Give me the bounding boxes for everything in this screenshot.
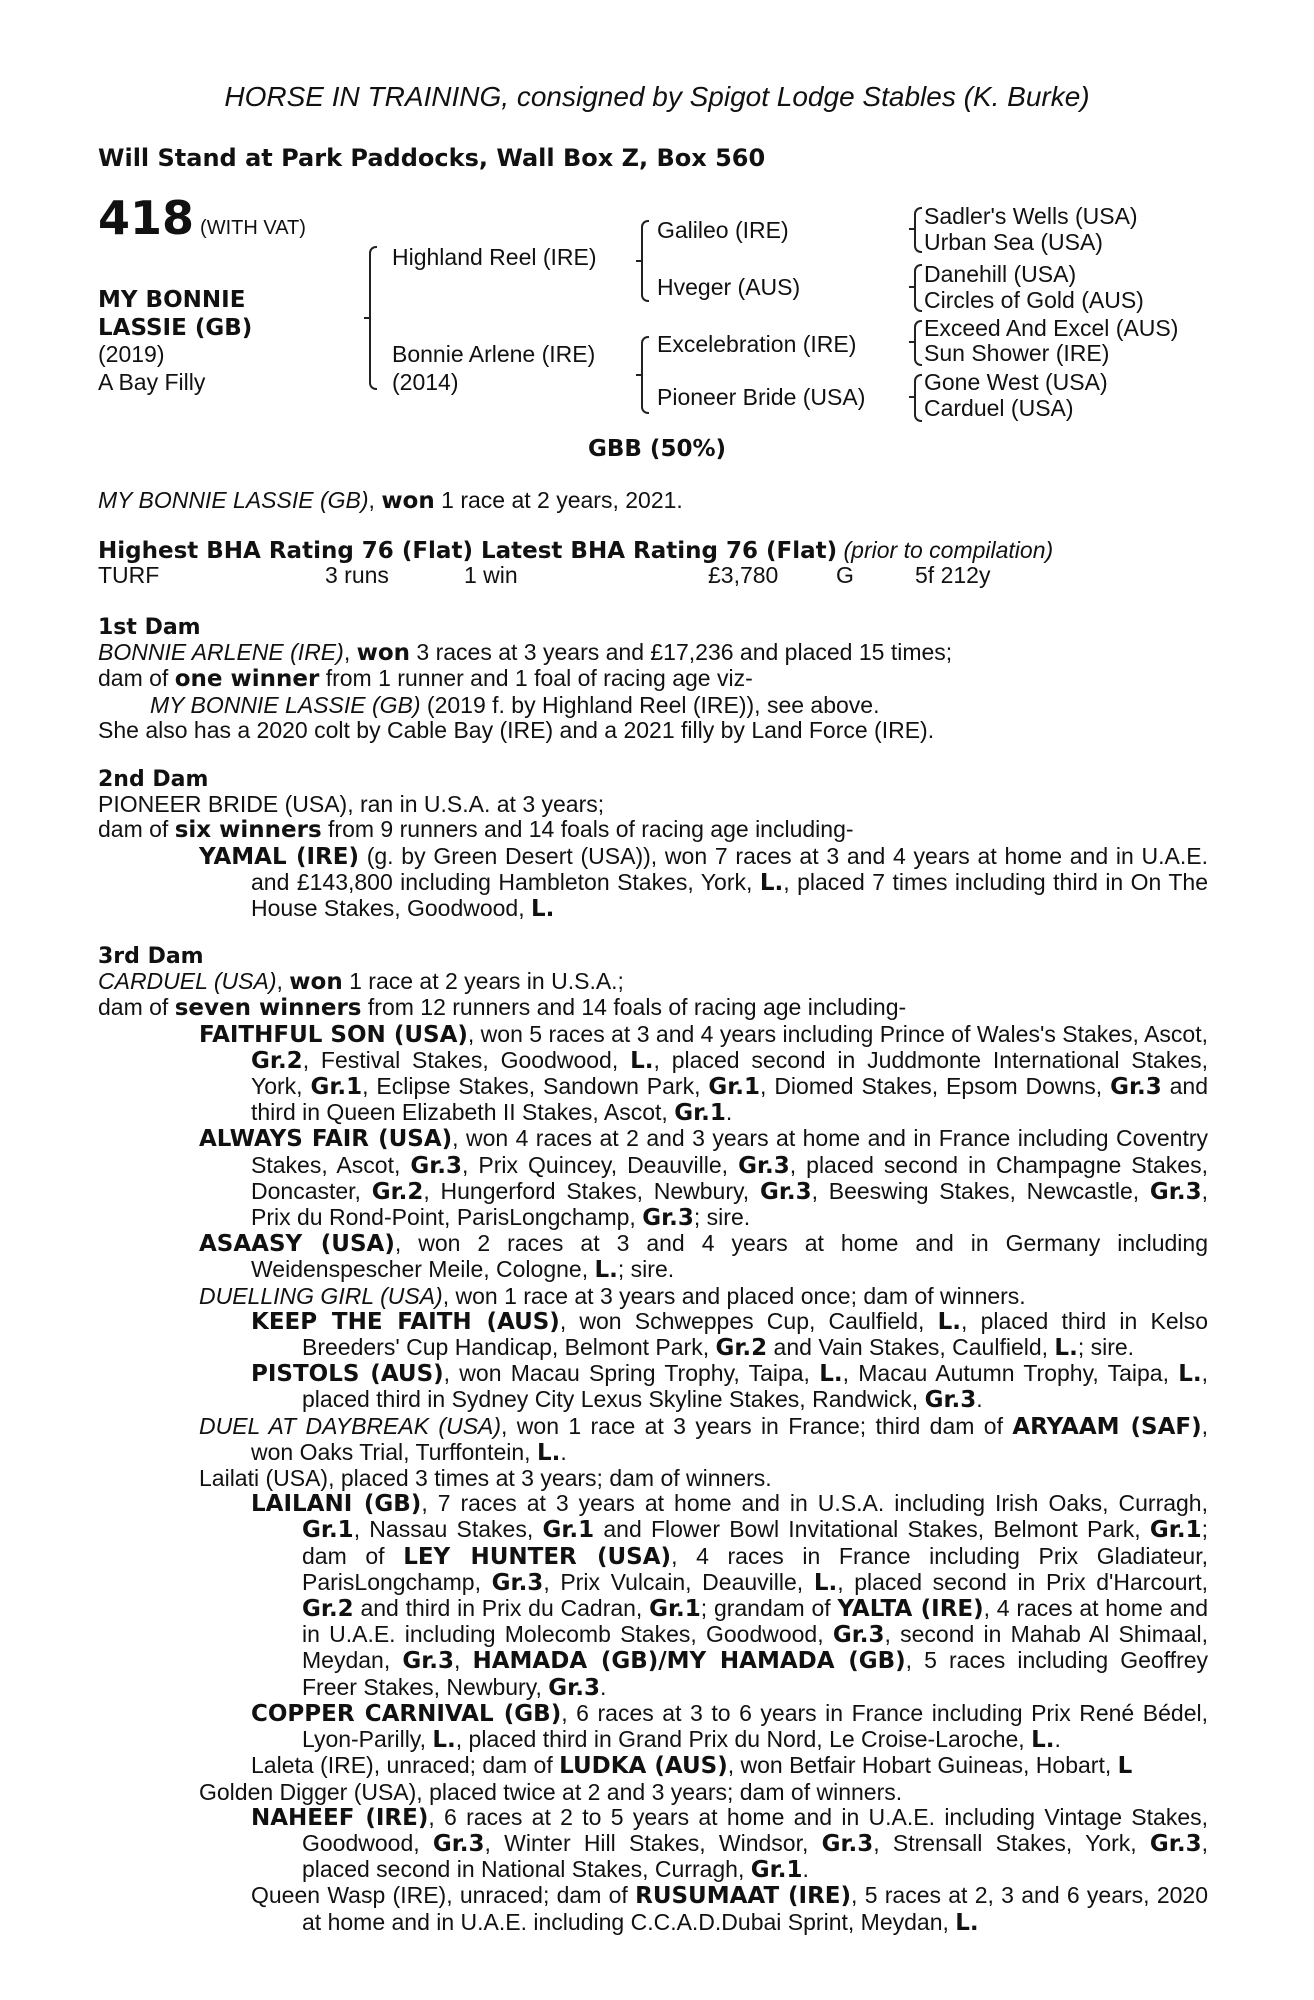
pedigree-dss: Exceed And Excel (AUS) (924, 315, 1179, 341)
record-runs: 3 runs (325, 562, 389, 588)
second-dam-heading: 2nd Dam (98, 767, 209, 792)
pedigree-dam-sire: Excelebration (IRE) (657, 331, 857, 357)
pedigree-ssd: Urban Sea (USA) (924, 229, 1103, 255)
summary-line: MY BONNIE LASSIE (GB), won 1 race at 2 years, 2021. (98, 487, 683, 514)
third-dam-section: 3rd Dam CARDUEL (USA), won 1 race at 2 years in U.S.A.; dam of seven winners from 12 runners and 14 foals of racing age including- FAITHFUL SON (USA), won 5 races at 3 and 4 years including Prince of Wales's Stakes, Ascot, Gr.2, Festival Stakes, Goodwood, L., placed second in Juddmonte International Stakes, York, Gr.1, Eclipse Stakes, Sandown Park, Gr.1, Diomed Stakes, Epsom Downs, Gr.3 and third in Queen Elizabeth II Stakes, Ascot, Gr.1. ALWAYS FAIR (USA), won 4 races at 2 and 3 years at home and in France including Coventry Stakes, Ascot, Gr.3, Prix Quincey, Deauville, Gr.3, placed second in Champagne Stakes, Doncaster, Gr.2, Hungerford Stakes, Newbury, Gr.3, Beeswing Stakes, Newcastle, Gr.3, Prix du Rond-Point, ParisLongchamp, Gr.3; sire. ASAASY (USA), won 2 races at 3 and 4 years at home and in Germany including Weidenspescher Meile, Cologne, L.; sire. DUELLING GIRL (USA), won 1 race at 3 years and placed once; dam of winners. KEEP THE FAITH (AUS), won Schweppes Cup, Caulfield, L., placed third in Kelso Breeders' Cup Handicap, Belmont Park, Gr.2 and Vain Stakes, Caulfield, L.; sire. PISTOLS (AUS), won Macau Spring Trophy, Taipa, L., Macau Autumn Trophy, Taipa, L., placed third in Sydney City Lexus Skyline Stakes, Randwick, Gr.3. DUEL AT DAYBREAK (USA), won 1 race at 3 years in France; third dam of ARYAAM (SAF), won Oaks Trial, Turffontein, L.. Lailati (USA), placed 3 times at 3 years; dam of winners. LAILANI (GB), 7 races at 3 years at home and in U.S.A. including Irish Oaks, Curragh, Gr.1, Nassau Stakes, Gr.1 and Flower Bowl Invitational Stakes, Belmont Park, Gr.1; dam of LEY HUNTER (USA), 4 races in France including Prix Gladiateur, ParisLongchamp, Gr.3, Prix Vulcain, Deauville, L., placed second in Prix d'Harcourt, Gr.2 and third in Prix du Cadran, Gr.1; grandam of YALTA (IRE), 4 races at home and in U.A.E. including Molecomb Stakes, Goodwood, Gr.3, second in Mahab Al Shimaal, Meydan, Gr.3, HAMADA (GB)/MY HAMADA (GB), 5 races including Geoffrey Freer Stakes, Newbury, Gr.3. COPPER CARNIVAL (GB), 6 races at 3 to 6 years in France including Prix René Bédel, Lyon-Parilly, L., placed third in Grand Prix du Nord, Le Croise-Laroche, L.. Laleta (IRE), unraced; dam of LUDKA (AUS), won Betfair Hobart Guineas, Hobart, L Golden Digger (USA), placed twice at 2 and 3 years; dam of winners. NAHEEF (IRE), 6 races at 2 to 5 years at home and in U.A.E. including Vintage Stakes, Goodwood, Gr.3, Winter Hill Stakes, Windsor, Gr.3, Strensall Stakes, York, Gr.3, placed second in National Stakes, Curragh, Gr.1. Queen Wasp (IRE), unraced; dam of RUSUMAAT (IRE), 5 races at 2, 3 and 6 years, 2020 at home and in U.A.E. including C.C.A.D.Dubai Sprint, Meydan, L. (98, 944, 1209, 1936)
first-dam-heading: 1st Dam (98, 615, 201, 640)
yamal-entry: YAMAL (IRE) (g. by Green Desert (USA)), won 7 races at 3 and 4 years at home and in U.A.E. and £143,800 including Hambleton Stakes, York, L., placed 7 times including third in On The House Stakes, Goodwood, L. (199, 842, 1208, 923)
lot-number-block (98, 191, 306, 245)
pedigree-ddd: Carduel (USA) (924, 395, 1074, 421)
bracket-sire (641, 220, 649, 302)
naheef-entry: NAHEEF (IRE), 6 races at 2 to 5 years at home and in U.A.E. including Vintage Stakes, Goodwood, Gr.3, Winter Hill Stakes, Windsor, Gr.3, Strensall Stakes, York, Gr.3, placed second in National Stakes, Curragh, Gr.1. (251, 1803, 1208, 1884)
lailati-entry: Lailati (USA), placed 3 times at 3 years; dam of winners. (199, 1465, 772, 1492)
vat-note: (WITH VAT) (200, 217, 306, 239)
catalogue-header: HORSE IN TRAINING, consigned by Spigot Lodge Stables (K. Burke) (224, 81, 1090, 112)
horse-name-line1: MY BONNIE (98, 287, 246, 313)
laleta-entry: Laleta (IRE), unraced; dam of LUDKA (AUS), won Betfair Hobart Guineas, Hobart, L (251, 1752, 1133, 1780)
horse-description: A Bay Filly (98, 369, 206, 395)
horse-year: (2019) (98, 341, 165, 367)
duel-at-daybreak-entry: DUEL AT DAYBREAK (USA), won 1 race at 3 years in France; third dam of ARYAAM (SAF), won Oaks Trial, Turffontein, L.. (199, 1412, 1208, 1466)
rating-line: Highest BHA Rating 76 (Flat) Latest BHA Rating 76 (Flat) (prior to compilation) (98, 537, 1054, 564)
second-dam-section: 2nd Dam PIONEER BRIDE (USA), ran in U.S.A. at 3 years; dam of six winners from 9 runners and 14 foals of racing age including- YAMAL (IRE) (g. by Green Desert (USA)), won 7 races at 3 and 4 years at home and in U.A.E. and £143,800 including Hambleton Stakes, York, L., placed 7 times including third in On The House Stakes, Goodwood, L. (98, 767, 1208, 923)
record-surface: TURF (98, 562, 160, 588)
bracket-main (369, 246, 377, 390)
gbb-percentage: GBB (50%) (587, 436, 727, 462)
record-going: G (836, 562, 854, 588)
lailani-entry: LAILANI (GB), 7 races at 3 years at home and in U.S.A. including Irish Oaks, Curragh, Gr.1, Nassau Stakes, Gr.1 and Flower Bowl Invitational Stakes, Belmont Park, Gr.1; dam of LEY HUNTER (USA), 4 races in France including Prix Gladiateur, ParisLongchamp, Gr.3, Prix Vulcain, Deauville, L., placed second in Prix d'Harcourt, Gr.2 and third in Prix du Cadran, Gr.1; grandam of YALTA (IRE), 4 races at home and in U.A.E. including Molecomb Stakes, Goodwood, Gr.3, second in Mahab Al Shimaal, Meydan, Gr.3, HAMADA (GB)/MY HAMADA (GB), 5 races including Geoffrey Freer Stakes, Newbury, Gr.3. (251, 1490, 1209, 1701)
record-earnings: £3,780 (708, 562, 779, 588)
pedigree-dam-year: (2014) (392, 369, 459, 395)
duelling-girl-entry: DUELLING GIRL (USA), won 1 race at 3 years and placed once; dam of winners. (199, 1282, 1026, 1309)
third-dam-heading: 3rd Dam (98, 944, 204, 969)
pedigree-sire: Highland Reel (IRE) (392, 244, 597, 270)
always-fair-entry: ALWAYS FAIR (USA), won 4 races at 2 and 3 years at home and in France including Coventry Stakes, Ascot, Gr.3, Prix Quincey, Deauville, Gr.3, placed second in Champagne Stakes, Doncaster, Gr.2, Hungerford Stakes, Newbury, Gr.3, Beeswing Stakes, Newcastle, Gr.3, Prix du Rond-Point, ParisLongchamp, Gr.3; sire. (199, 1125, 1209, 1232)
pedigree-sdd: Circles of Gold (AUS) (924, 287, 1144, 313)
record-wins: 1 win (464, 562, 518, 588)
keep-the-faith-entry: KEEP THE FAITH (AUS), won Schweppes Cup, Caulfield, L., placed third in Kelso Breeders' Cup Handicap, Belmont Park, Gr.2 and Vain Stakes, Caulfield, L.; sire. (251, 1307, 1209, 1362)
bracket-ss (914, 207, 922, 253)
lot-number: 418 (98, 191, 195, 245)
faithful-son-entry: FAITHFUL SON (USA), won 5 races at 3 and 4 years including Prince of Wales's Stakes, Ascot, Gr.2, Festival Stakes, Goodwood, L., placed second in Juddmonte International Stakes, York, Gr.1, Eclipse Stakes, Sandown Park, Gr.1, Diomed Stakes, Epsom Downs, Gr.3 and third in Queen Elizabeth II Stakes, Ascot, Gr.1. (199, 1020, 1209, 1127)
pedigree-dam-dam: Pioneer Bride (USA) (657, 384, 866, 410)
golden-digger-entry: Golden Digger (USA), placed twice at 2 and 3 years; dam of winners. (199, 1778, 903, 1805)
pedigree-dds: Gone West (USA) (924, 369, 1108, 395)
pistols-entry: PISTOLS (AUS), won Macau Spring Trophy, Taipa, L., Macau Autumn Trophy, Taipa, L., placed third in Sydney City Lexus Skyline Stakes, Randwick, Gr.3. (251, 1360, 1209, 1414)
bracket-dam (641, 336, 649, 414)
pedigree-dsd: Sun Shower (IRE) (924, 340, 1110, 366)
horse-name-line2: LASSIE (GB) (98, 315, 253, 341)
pedigree-sire-sire: Galileo (IRE) (657, 217, 789, 243)
asaasy-entry: ASAASY (USA), won 2 races at 3 and 4 years at home and in Germany including Weidenspescher Meile, Cologne, L.; sire. (199, 1230, 1208, 1284)
pedigree-dam: Bonnie Arlene (IRE) (392, 341, 596, 367)
bracket-sd (914, 264, 922, 312)
bracket-ds (914, 320, 922, 366)
queen-wasp-entry: Queen Wasp (IRE), unraced; dam of RUSUMAAT (IRE), 5 races at 2, 3 and 6 years, 2020 at home and in U.A.E. including C.C.A.D.Dubai Sprint, Meydan, L. (251, 1882, 1209, 1936)
stand-location: Will Stand at Park Paddocks, Wall Box Z, Box 560 (98, 144, 766, 172)
record-distance: 5f 212y (915, 562, 991, 588)
pedigree-sire-dam: Hveger (AUS) (657, 274, 801, 300)
first-dam-section: 1st Dam BONNIE ARLENE (IRE), won 3 races at 3 years and £17,236 and placed 15 times; dam of one winner from 1 runner and 1 foal of racing age viz- MY BONNIE LASSIE (GB) (2019 f. by Highland Reel (IRE)), see above. She also has a 2020 colt by Cable Bay (IRE) and a 2021 filly by Land Force (IRE). (98, 615, 1208, 743)
pedigree-sds: Danehill (USA) (924, 261, 1077, 287)
pedigree-sss: Sadler's Wells (USA) (924, 203, 1138, 229)
bracket-dd (914, 374, 922, 422)
copper-carnival-entry: COPPER CARNIVAL (GB), 6 races at 3 to 6 years in France including Prix René Bédel, Lyon-Parilly, L., placed third in Grand Prix du Nord, Le Croise-Laroche, L.. (251, 1699, 1208, 1754)
